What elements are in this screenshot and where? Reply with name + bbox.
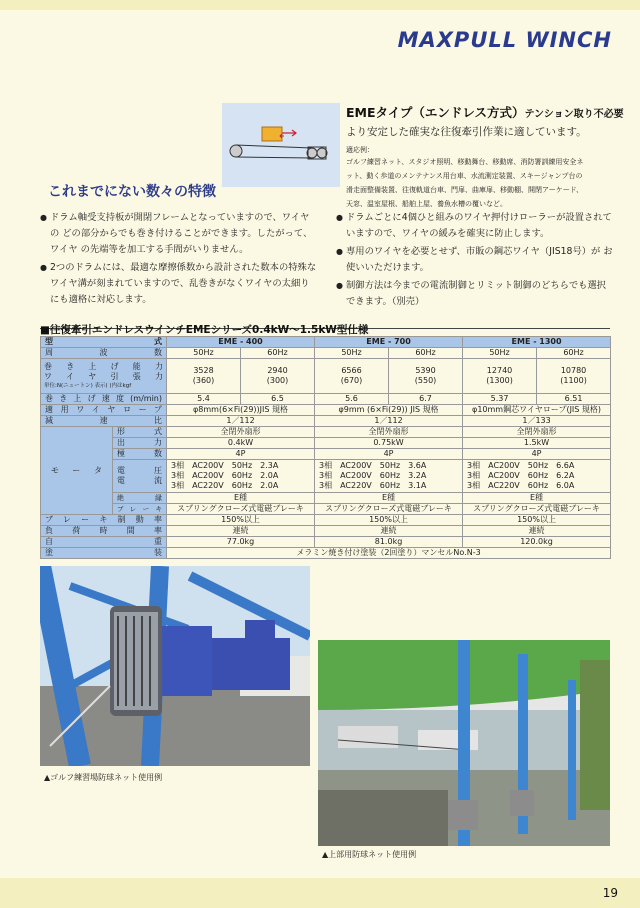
capacity-cell (463, 359, 537, 394)
reduction-cell: 1／133 (463, 416, 611, 427)
capacity-cell (537, 359, 611, 394)
voltage-line: 3相 AC200V 60Hz 2.0A (171, 471, 279, 480)
brand-logo: MAXPULL WINCH (397, 28, 612, 52)
motor-insulation-row (41, 493, 611, 504)
frequency-row (41, 348, 611, 359)
label-motor-insulation: 絶縁 (113, 493, 167, 504)
top-band (0, 0, 640, 10)
label-motor-poles: 極数 (113, 449, 167, 460)
model-eme-700: EME - 700 (315, 337, 463, 348)
weight-cell: 81.0kg (315, 537, 463, 548)
rope-cell: φ8mm(6×Fi(29))JIS 規格 (167, 405, 315, 416)
motor-poles-cell: 4P (463, 449, 611, 460)
motor-voltage-cell (167, 460, 315, 493)
speed-row (41, 394, 611, 405)
voltage-line: 3相 AC200V 50Hz 3.6A (319, 461, 427, 470)
freq-cell: 60Hz (537, 348, 611, 359)
eme-subtitle: より安定した確実な往復牽引作業に適しています。 (346, 126, 587, 138)
eme-title (346, 103, 624, 121)
eme-title-main: EMEタイプ（エンドレス方式） (346, 105, 525, 120)
label-capacity-1: 巻き上げ能力 (44, 362, 163, 371)
motor-insulation-cell: E種 (463, 493, 611, 504)
weight-cell: 77.0kg (167, 537, 315, 548)
applications-line: ゴルフ練習ネット、スタジオ照明、移動舞台、移動席、消防署訓練用安全ネ (346, 158, 584, 166)
motor-poles-cell: 4P (167, 449, 315, 460)
voltage-line: 3相 AC220V 60Hz 2.0A (171, 481, 279, 490)
capacity-cell (241, 359, 315, 394)
motor-voltage-row (41, 460, 611, 493)
capacity-n: 5390 (415, 366, 436, 375)
label-capacity-unit: 単位:N(ニュートン) 表示( )内はkgf (44, 383, 132, 389)
label-motor-brake: ブレーキ (113, 504, 167, 515)
features-right-column (336, 210, 614, 312)
label-rope: 適用ワイヤロープ (41, 405, 167, 416)
upper-net-photo (318, 640, 610, 846)
applications-line: ット、動く歩道のメンテナンス用台車、水流測定装置、スキージャンプ台の (346, 172, 583, 180)
motor-type-cell: 全閉外扇形 (463, 427, 611, 438)
capacity-n: 6566 (341, 366, 362, 375)
label-brake-torque: ブレーキ制動率 (41, 515, 167, 526)
photo-caption-golf: ▲ゴルフ練習場防球ネット使用例 (44, 773, 163, 782)
capacity-cell (167, 359, 241, 394)
motor-voltage-cell (315, 460, 463, 493)
speed-cell: 5.37 (463, 394, 537, 405)
motor-output-row (41, 438, 611, 449)
duty-cell: 連続 (463, 526, 611, 537)
capacity-n: 2940 (267, 366, 288, 375)
capacity-kgf: (550) (414, 376, 437, 385)
brake-torque-cell: 150%以上 (167, 515, 315, 526)
golf-range-winch-photo (40, 566, 310, 766)
voltage-line: 3相 AC220V 60Hz 6.0A (467, 481, 575, 490)
label-current: 電流 (117, 476, 162, 485)
label-frequency: 周波数 (41, 348, 167, 359)
freq-cell: 50Hz (315, 348, 389, 359)
voltage-line: 3相 AC200V 50Hz 2.3A (171, 461, 279, 470)
motor-output-cell: 0.4kW (167, 438, 315, 449)
label-duty: 負荷時間率 (41, 526, 167, 537)
feature-item: ● ドラム軸受支持板が開閉フレームとなっていますので、ワイヤの どの部分からでも巻き付けることができます。したがって、ワイヤ の先端等を加工する手間がいりません。 (40, 210, 318, 258)
motor-type-cell: 全閉外扇形 (315, 427, 463, 438)
feature-item: ● 専用のワイヤを必要とせず、市販の鋼芯ワイヤ（JIS18号）が お使いいただけます。 (336, 244, 614, 276)
label-paint: 塗装 (41, 548, 167, 559)
spec-table-title: ■往復牽引エンドレスウインチEMEシリーズ0.4kW～1.5kW型仕様 (40, 324, 369, 336)
capacity-n: 3528 (193, 366, 214, 375)
rope-cell: φ10mm鋼芯ワイヤロープ(JIS 規格) (463, 405, 611, 416)
label-model: 型式 (41, 337, 167, 348)
feature-item: ● 2つのドラムには、最適な摩擦係数から設計された数本の特殊な ワイヤ溝が刻まれていますので、乱巻きがなくワイヤの太細りにも適格に対応します。 (40, 260, 318, 308)
voltage-line: 3相 AC200V 60Hz 6.2A (467, 471, 575, 480)
label-motor-type: 形式 (113, 427, 167, 438)
spec-table (40, 336, 611, 559)
features-left-column (40, 210, 318, 310)
motor-insulation-cell: E種 (167, 493, 315, 504)
paint-cell: メラミン焼き付け塗装（2回塗り）マンセルNo.N-3 (167, 548, 611, 559)
capacity-kgf: (1100) (560, 376, 587, 385)
label-capacity-2: ワイヤ引張力 (44, 372, 163, 381)
feature-item: ● ドラムごとに4個ひと組みのワイヤ押付けローラーが設置されて いますので、ワイヤの緩みを確実に防止します。 (336, 210, 614, 242)
freq-cell: 60Hz (389, 348, 463, 359)
capacity-n: 12740 (486, 366, 513, 375)
applications-line: 滑走面整備装置、往復軌道台車、門扉、曲庫扉、移動棚、開閉アーケード、 (346, 186, 584, 194)
model-eme-400: EME - 400 (167, 337, 315, 348)
motor-brake-cell: スプリングクローズ式電磁ブレーキ (315, 504, 463, 515)
motor-type-cell: 全閉外扇形 (167, 427, 315, 438)
motor-brake-cell: スプリングクローズ式電磁ブレーキ (167, 504, 315, 515)
motor-brake-row (41, 504, 611, 515)
motor-output-cell: 1.5kW (463, 438, 611, 449)
duty-cell: 連続 (167, 526, 315, 537)
weight-cell: 120.0kg (463, 537, 611, 548)
brake-torque-row (41, 515, 611, 526)
eme-heading-block (346, 103, 624, 211)
features-title: これまでにない数々の特徴 (48, 184, 216, 200)
label-motor-voltage (113, 460, 167, 493)
paint-row (41, 548, 611, 559)
speed-cell: 5.6 (315, 394, 389, 405)
motor-output-cell: 0.75kW (315, 438, 463, 449)
photo-caption-upper-net: ▲上部用防球ネット使用例 (322, 850, 417, 859)
rope-cell: φ9mm (6×Fi(29)) JIS 規格 (315, 405, 463, 416)
motor-voltage-cell (463, 460, 611, 493)
model-eme-1300: EME - 1300 (463, 337, 611, 348)
voltage-line: 3相 AC200V 60Hz 3.2A (319, 471, 427, 480)
duty-cell: 連続 (315, 526, 463, 537)
label-weight: 自重 (41, 537, 167, 548)
speed-cell: 6.7 (389, 394, 463, 405)
brake-torque-cell: 150%以上 (315, 515, 463, 526)
label-speed: 巻き上げ速度(m/min) (41, 394, 167, 405)
reduction-cell: 1／112 (167, 416, 315, 427)
capacity-kgf: (360) (192, 376, 215, 385)
capacity-cell (315, 359, 389, 394)
label-motor-output: 出力 (113, 438, 167, 449)
brake-torque-cell: 150%以上 (463, 515, 611, 526)
reduction-row (41, 416, 611, 427)
freq-cell: 50Hz (463, 348, 537, 359)
speed-cell: 6.5 (241, 394, 315, 405)
duty-row (41, 526, 611, 537)
capacity-n: 10780 (560, 366, 587, 375)
rope-row (41, 405, 611, 416)
freq-cell: 60Hz (241, 348, 315, 359)
capacity-kgf: (1300) (486, 376, 513, 385)
speed-cell: 5.4 (167, 394, 241, 405)
motor-type-row (41, 427, 611, 438)
applications-label: 適応例： (346, 146, 374, 154)
voltage-line: 3相 AC200V 50Hz 6.6A (467, 461, 575, 470)
weight-row (41, 537, 611, 548)
page-number: 19 (602, 886, 618, 900)
motor-insulation-cell: E種 (315, 493, 463, 504)
feature-item: ● 制御方法は今までの電流制御とリミット制御のどちらでも選択 できます。（別売） (336, 278, 614, 310)
reduction-cell: 1／112 (315, 416, 463, 427)
freq-cell: 50Hz (167, 348, 241, 359)
endless-winch-illustration (222, 103, 340, 187)
capacity-cell (389, 359, 463, 394)
capacity-kgf: (670) (340, 376, 363, 385)
label-reduction: 減速比 (41, 416, 167, 427)
speed-cell: 6.51 (537, 394, 611, 405)
features-section (40, 202, 613, 329)
label-voltage: 電圧 (117, 466, 162, 475)
model-row (41, 337, 611, 348)
applications-line: 天窓、温室屋根、船舶上屋、養魚水槽の覆いなど。 (346, 200, 507, 208)
motor-poles-cell: 4P (315, 449, 463, 460)
label-motor: モータ (41, 427, 113, 515)
bottom-band (0, 878, 640, 908)
motor-poles-row (41, 449, 611, 460)
label-capacity (41, 359, 167, 394)
voltage-line: 3相 AC220V 60Hz 3.1A (319, 481, 427, 490)
eme-title-tail: テンション取り不必要 (524, 109, 624, 120)
capacity-row (41, 359, 611, 394)
capacity-kgf: (300) (266, 376, 289, 385)
motor-brake-cell: スプリングクローズ式電磁ブレーキ (463, 504, 611, 515)
